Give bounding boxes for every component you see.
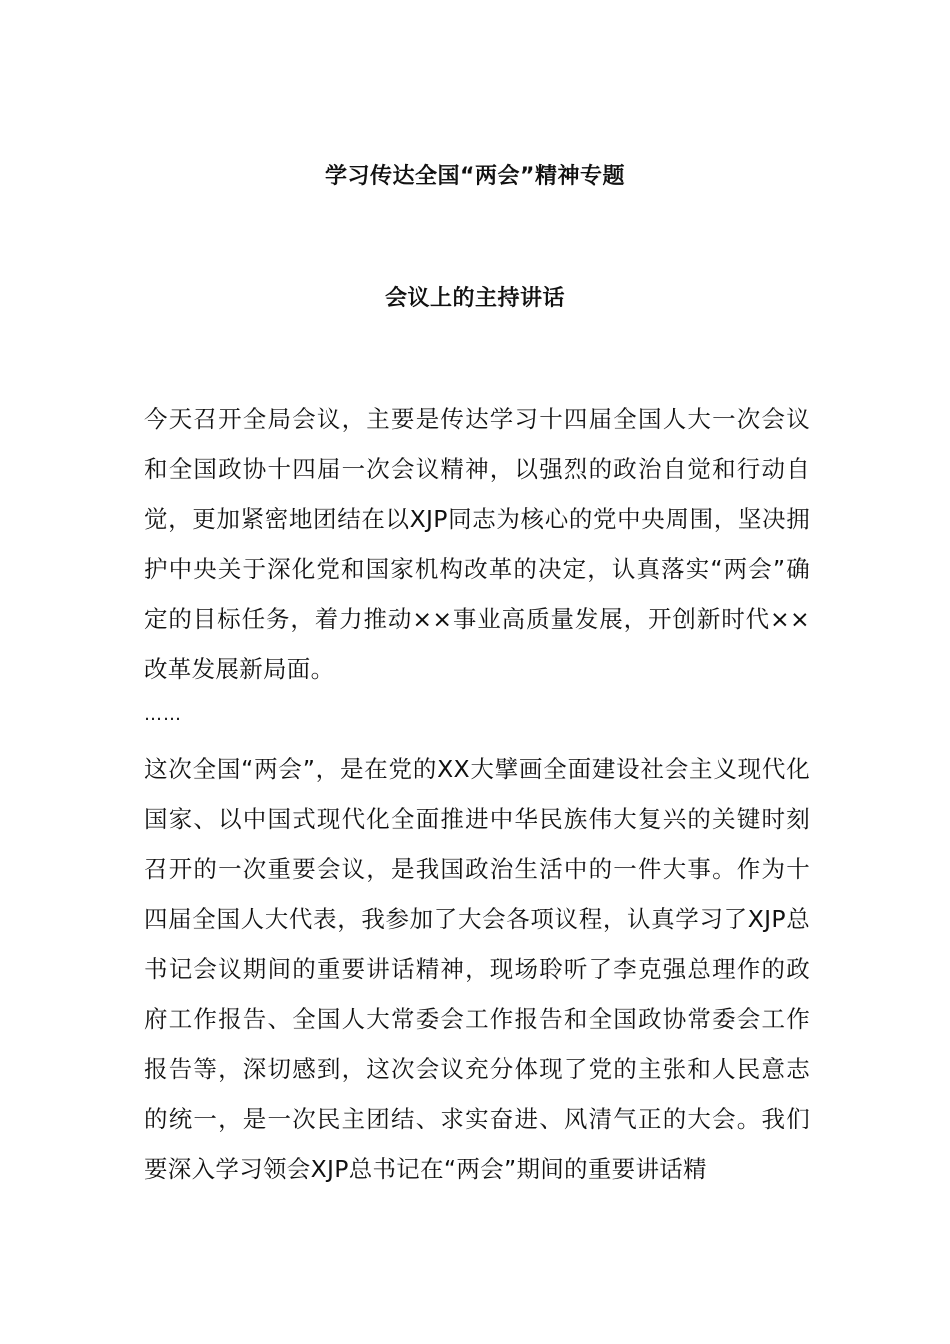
document-title: 学习传达全国“两会”精神专题 xyxy=(325,164,625,189)
document-subtitle: 会议上的主持讲话 xyxy=(384,286,565,311)
omission-ellipsis: …… xyxy=(144,704,182,725)
body-paragraph-main: 这次全国“两会”，是在党的XX大擘画全面建设社会主义现代化国家、以中国式现代化全面推进中华民族伟大复兴的关键时刻召开的一次重要会议，是我国政治生活中的一件大事。作为十四届全国人大代表，我参加了大会各项议程，认真学习了XJP总书记会议期间的重要讲话精神，现场聆听了李克强总理作的政府工作报告、全国人大常委会工作报告和全国政协常委会工作报告等，深切感到，这次会议充分体现了党的主张和人民意志的统一，是一次民主团结、求实奋进、风清气正的大会。我们要深入学习领会XJP总书记在“两会”期间的重要讲话精 xyxy=(144,755,810,1183)
body-paragraph-opening: 今天召开全局会议，主要是传达学习十四届全国人大一次会议和全国政协十四届一次会议精神，以强烈的政治自觉和行动自觉，更加紧密地团结在以XJP同志为核心的党中央周围，坚决拥护中央关于深化党和国家机构改革的决定，认真落实“两会”确定的目标任务，着力推动××事业高质量发展，开创新时代××改革发展新局面。 xyxy=(144,405,810,683)
